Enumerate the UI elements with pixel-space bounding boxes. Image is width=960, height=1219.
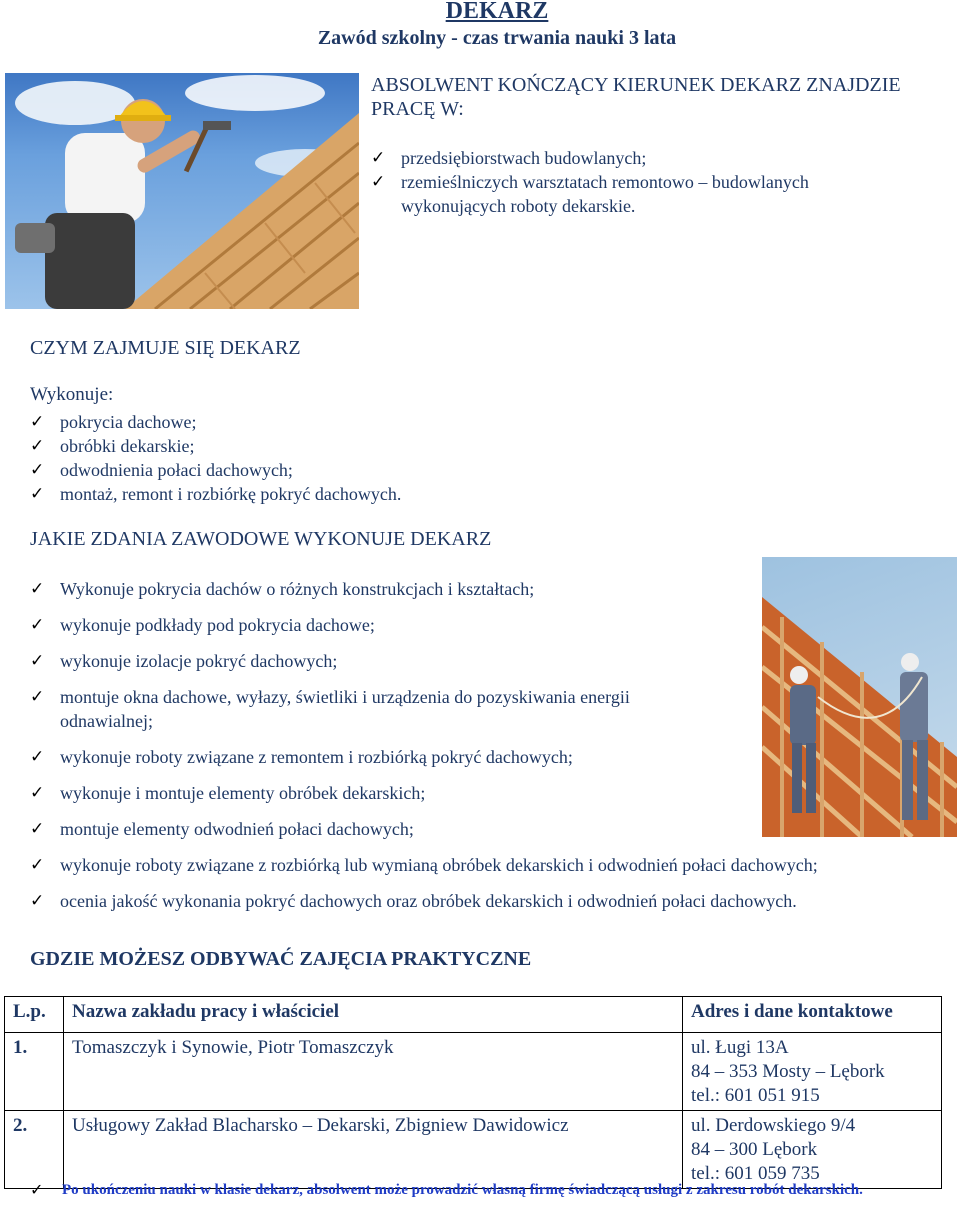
tasks-list: [30, 577, 960, 925]
roofer-hammer-illustration: [5, 73, 359, 309]
list-item: ✓ rzemieślniczych warsztatach remontowo – budowlanych wykonujących roboty dekarskie.: [371, 172, 809, 216]
address-street: ul. Ługi 13A: [691, 1037, 789, 1058]
check-icon: ✓: [30, 1180, 44, 1199]
list-item: ✓ wykonuje i montuje elementy obróbek dekarskich;: [30, 783, 426, 803]
check-icon: ✓: [30, 891, 45, 911]
address-phone: tel.: 601 051 915: [691, 1085, 820, 1106]
table-header-row: [5, 997, 942, 1033]
table-row: [5, 1111, 942, 1189]
list-item: ✓ wykonuje roboty związane z remontem i rozbiórką pokryć dachowych;: [30, 747, 573, 767]
company-address: [683, 1111, 942, 1189]
company-name: Tomaszczyk i Synowie, Piotr Tomaszczyk: [64, 1033, 683, 1111]
jobs-heading: ABSOLWENT KOŃCZĄCY KIERUNEK DEKARZ ZNAJDZIE PRACĘ W:: [371, 74, 901, 120]
address-phone: tel.: 601 059 735: [691, 1163, 820, 1184]
company-name: Usługowy Zakład Blacharsko – Dekarski, Zbigniew Dawidowicz: [64, 1111, 683, 1189]
footnote: [0, 1180, 940, 1200]
list-item: ✓ przedsiębiorstwach budowlanych;: [371, 148, 647, 168]
practice-table: [4, 996, 942, 1189]
duties-label: Wykonuje:: [30, 384, 114, 405]
check-icon: ✓: [30, 819, 45, 839]
check-icon: ✓: [30, 651, 45, 671]
list-item: ✓ wykonuje roboty związane z rozbiórką lub wymianą obróbek dekarskich i odwodnień połaci dachowych;: [30, 855, 818, 875]
page-subtitle: Zawód szkolny - czas trwania nauki 3 lata: [317, 27, 677, 49]
row-number: 2.: [5, 1111, 64, 1189]
address-city: 84 – 353 Mosty – Lębork: [691, 1061, 885, 1082]
check-icon: ✓: [30, 412, 45, 432]
address-street: ul. Derdowskiego 9/4: [691, 1115, 856, 1136]
jobs-list: [371, 146, 911, 218]
check-icon: ✓: [30, 484, 45, 504]
list-item: ✓ Wykonuje pokrycia dachów o różnych konstrukcjach i kształtach;: [30, 579, 535, 599]
check-icon: ✓: [30, 783, 45, 803]
list-item: ✓ obróbki dekarskie;: [30, 436, 195, 456]
address-city: 84 – 300 Lębork: [691, 1139, 818, 1160]
list-item: ✓ wykonuje izolacje pokryć dachowych;: [30, 651, 338, 671]
table-row: [5, 1033, 942, 1111]
check-icon: ✓: [30, 436, 45, 456]
list-item: ✓ ocenia jakość wykonania pokryć dachowych oraz obróbek dekarskich i odwodnień połaci dachowych.: [30, 891, 797, 911]
column-header-address: Adres i dane kontaktowe: [683, 997, 942, 1033]
company-address: [683, 1033, 942, 1111]
page-title: DEKARZ: [445, 0, 549, 24]
roofer-hammer-photo: [5, 73, 359, 309]
check-icon: ✓: [30, 615, 45, 635]
column-header-name: Nazwa zakładu pracy i właściciel: [64, 997, 683, 1033]
list-item: ✓ wykonuje podkłady pod pokrycia dachowe;: [30, 615, 375, 635]
tasks-heading: JAKIE ZDANIA ZAWODOWE WYKONUJE DEKARZ: [30, 528, 492, 550]
list-item: ✓ odwodnienia połaci dachowych;: [30, 460, 293, 480]
list-item: ✓ montuje okna dachowe, wyłazy, świetliki i urządzenia do pozyskiwania energii odnawialnej;: [30, 687, 630, 731]
check-icon: ✓: [30, 460, 45, 480]
row-number: 1.: [5, 1033, 64, 1111]
list-item: ✓ pokrycia dachowe;: [30, 412, 197, 432]
duties-list: [30, 410, 630, 506]
list-item: ✓ montuje elementy odwodnień połaci dachowych;: [30, 819, 414, 839]
check-icon: ✓: [30, 747, 45, 767]
check-icon: ✓: [30, 579, 45, 599]
practice-heading: GDZIE MOŻESZ ODBYWAĆ ZAJĘCIA PRAKTYCZNE: [30, 948, 532, 970]
check-icon: ✓: [371, 172, 386, 192]
check-icon: ✓: [30, 855, 45, 875]
duties-heading: CZYM ZAJMUJE SIĘ DEKARZ: [30, 337, 301, 359]
list-item: ✓ montaż, remont i rozbiórkę pokryć dachowych.: [30, 484, 402, 504]
check-icon: ✓: [30, 687, 45, 707]
check-icon: ✓: [371, 148, 386, 168]
footnote-text: Po ukończeniu nauki w klasie dekarz, absolwent może prowadzić własną firmę świadczącą usługi z zakresu robót dekarskich.: [62, 1182, 863, 1198]
column-header-lp: L.p.: [5, 997, 64, 1033]
